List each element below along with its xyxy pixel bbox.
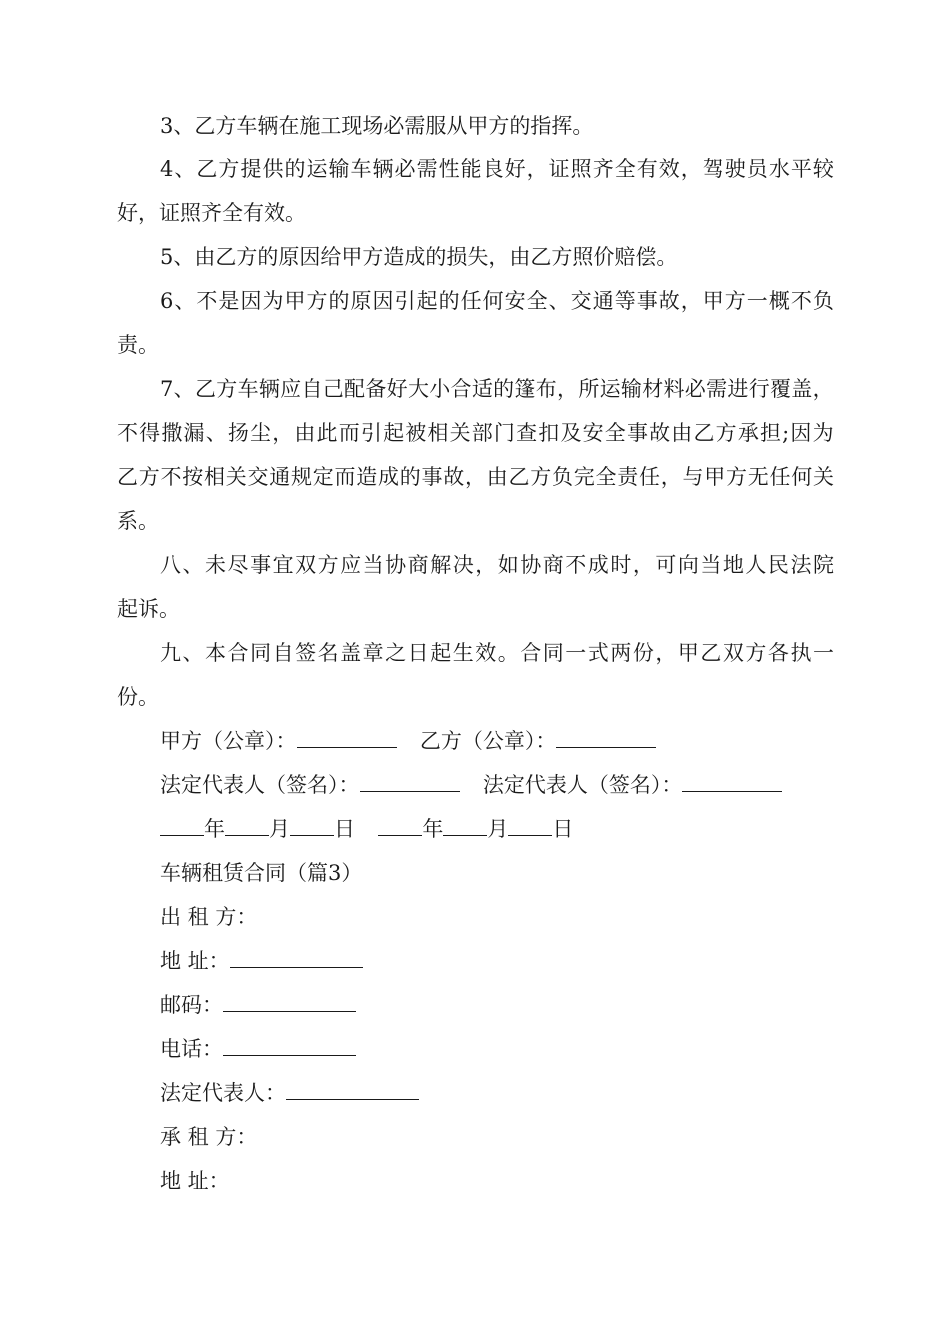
party-a-month-blank[interactable] bbox=[225, 815, 269, 836]
party-b-legal-rep-blank[interactable] bbox=[682, 771, 782, 792]
party-b-day-label: 日 bbox=[552, 817, 574, 841]
clause-4-line-1: 4 、 乙 方 提 供 的 运 输 车 辆 必 需 性 能 良 好 ， 证 照 齐 全 有 效 ， 驾 驶 员 水 平 较 bbox=[160, 157, 834, 181]
seal-row bbox=[160, 727, 656, 755]
date-row bbox=[160, 815, 573, 843]
party-a-day-label: 日 bbox=[334, 817, 355, 841]
clause-8-line-2: 起诉。 bbox=[117, 597, 180, 621]
lessor-label: 出 租 方： bbox=[160, 905, 258, 929]
party-b-seal-blank[interactable] bbox=[556, 727, 656, 748]
party-a-seal-blank[interactable] bbox=[297, 727, 397, 748]
lessor-postcode-row bbox=[160, 991, 356, 1019]
clause-7-line-3: 乙 方 不 按 相 关 交 通 规 定 而 造 成 的 事 故 ， 由 乙 方 负 完 全 责 任 ， 与 甲 方 无 任 何 关 bbox=[117, 465, 834, 489]
party-a-year-label: 年 bbox=[204, 817, 225, 841]
party-a-legal-rep-label: 法定代表人（签名）： bbox=[160, 773, 360, 797]
clause-3: 3、乙方车辆在施工现场必需服从甲方的指挥。 bbox=[160, 114, 594, 138]
clause-6-line-2: 责。 bbox=[117, 333, 159, 357]
contract-3-title: 车辆租赁合同（篇3） bbox=[160, 861, 363, 885]
lessee-label: 承 租 方： bbox=[160, 1125, 258, 1149]
party-b-legal-rep-label: 法定代表人（签名）： bbox=[482, 773, 683, 797]
lessee-address-label: 地 址： bbox=[160, 1169, 230, 1193]
clause-8-line-1: 八 、 未 尽 事 宜 双 方 应 当 协 商 解 决 ， 如 协 商 不 成 时 ， 可 向 当 地 人 民 法 院 bbox=[160, 553, 834, 577]
lessor-phone-blank[interactable] bbox=[223, 1035, 356, 1056]
party-b-month-blank[interactable] bbox=[443, 815, 487, 836]
party-a-legal-rep-blank[interactable] bbox=[360, 771, 460, 792]
party-b-month-label: 月 bbox=[487, 817, 509, 841]
party-a-month-label: 月 bbox=[269, 817, 290, 841]
lessor-address-row bbox=[160, 947, 363, 975]
lessor-postcode-label: 邮码： bbox=[160, 993, 223, 1017]
clause-9-line-1: 九 、 本 合 同 自 签 名 盖 章 之 日 起 生 效 。 合 同 一 式 两 份 ， 甲 乙 双 方 各 执 一 bbox=[160, 641, 834, 665]
clause-9-line-2: 份。 bbox=[117, 685, 159, 709]
clause-6-line-1: 6 、 不 是 因 为 甲 方 的 原 因 引 起 的 任 何 安 全 、 交 通 等 事 故 ， 甲 方 一 概 不 负 bbox=[160, 289, 834, 313]
clause-4-line-2: 好，证照齐全有效。 bbox=[117, 201, 306, 225]
party-a-seal-label: 甲方（公章）： bbox=[160, 729, 297, 753]
party-b-day-blank[interactable] bbox=[508, 815, 552, 836]
lessor-phone-row bbox=[160, 1035, 356, 1063]
clause-7-line-1: 7 、 乙 方 车 辆 应 自 己 配 备 好 大 小 合 适 的 篷 布 ， 所 运 输 材 料 必 需 进 行 覆 盖 ， bbox=[160, 377, 834, 401]
party-b-year-label: 年 bbox=[422, 817, 444, 841]
lessor-legal-rep-label: 法定代表人： bbox=[160, 1081, 286, 1105]
clause-7-line-2: 不 得 撒 漏 、 扬 尘 ， 由 此 而 引 起 被 相 关 部 门 查 扣 及 安 全 事 故 由 乙 方 承 担 ; 因 为 bbox=[117, 421, 834, 445]
lessor-postcode-blank[interactable] bbox=[223, 991, 356, 1012]
party-a-day-blank[interactable] bbox=[290, 815, 334, 836]
clause-5: 5、由乙方的原因给甲方造成的损失，由乙方照价赔偿。 bbox=[160, 245, 678, 269]
lessor-phone-label: 电话： bbox=[160, 1037, 223, 1061]
party-b-seal-label: 乙方（公章）： bbox=[419, 729, 557, 753]
legal-rep-sign-row bbox=[160, 771, 782, 799]
lessor-address-blank[interactable] bbox=[230, 947, 363, 968]
lessor-legal-rep-blank[interactable] bbox=[286, 1079, 419, 1100]
lessor-legal-rep-row bbox=[160, 1079, 419, 1107]
party-a-year-blank[interactable] bbox=[160, 815, 204, 836]
party-b-year-blank[interactable] bbox=[378, 815, 422, 836]
clause-7-line-4: 系。 bbox=[117, 509, 159, 533]
lessor-address-label: 地 址： bbox=[160, 949, 230, 973]
